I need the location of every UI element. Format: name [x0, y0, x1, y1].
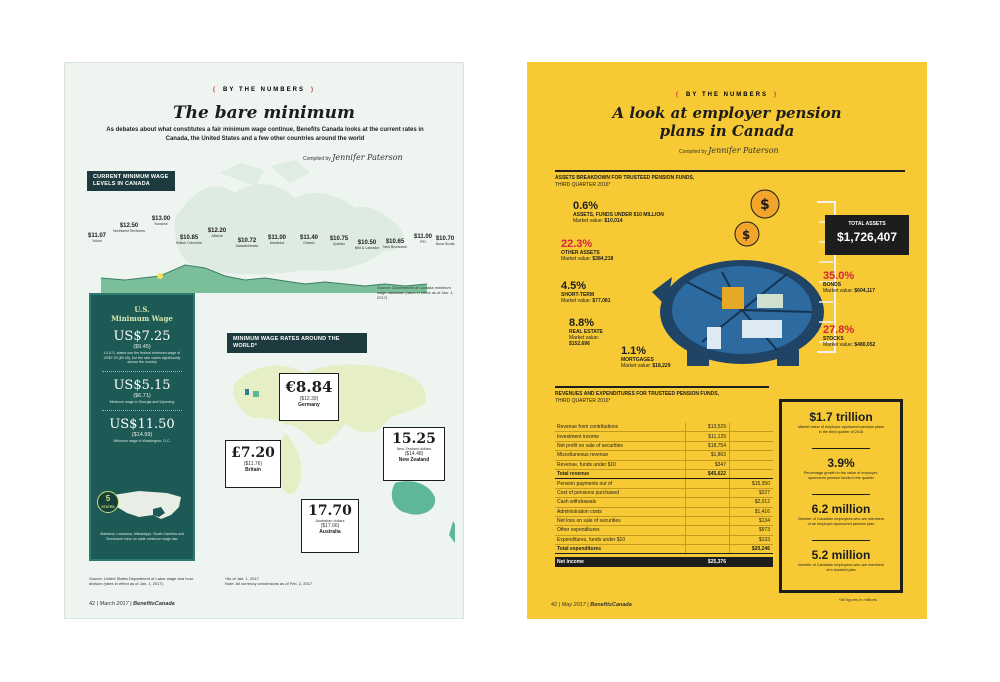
- us-heading: U.S. Minimum Wage: [111, 305, 173, 323]
- svg-text:$: $: [742, 228, 751, 242]
- fact-item: 3.9% Percentage growth in the value of employer-sponsored pension funds in the quarter: [803, 456, 879, 480]
- fact-item: $1.7 trillion Market value of employer-sponsored pension plans in the third quarter of 2016: [797, 410, 885, 434]
- new-zealand-card: 15.25 New Zealand dollars ($14.48) New Zealand: [383, 427, 445, 481]
- canada-wage-point: $10.75 Quebec: [329, 236, 349, 246]
- net-income-row: Net income $25,376: [555, 557, 773, 566]
- facts-panel: [779, 399, 903, 593]
- table-row: Total revenue $45,622: [555, 470, 773, 479]
- svg-text:$: $: [760, 197, 770, 213]
- britain-card: £7.20 ($11.76) Britain: [225, 440, 281, 488]
- table-row: Total expenditures $20,246: [555, 545, 773, 554]
- byline: Compiled by Jennifer Paterson: [679, 146, 779, 155]
- canada-wage-point: $11.07 Yukon: [87, 233, 107, 243]
- states-note: Alabama, Louisiana, Mississippi, South Carolina and Tennessee have no state minimum wage law.: [100, 532, 184, 541]
- us-rate: US$11.50: [109, 417, 175, 433]
- canada-wage-point: $12.20 Alberta: [207, 228, 227, 238]
- canada-wage-point: $11.40 Ontario: [299, 235, 319, 245]
- revenue-table: [555, 423, 773, 567]
- canada-wage-point: $12.50 Northwest Territories: [112, 223, 146, 233]
- byline: Compiled by Jennifer Paterson: [303, 153, 403, 162]
- figures-note: *All figures in millions: [839, 597, 877, 602]
- table-row: Other expenditures $973: [555, 526, 773, 535]
- us-note: 14 U.S. states use the federal minimum wage of US$7.25 ($9.45), but the rate varies significantly across the country: [103, 351, 181, 365]
- piggy-bank-illustration: [647, 182, 837, 367]
- table-row: Net profit on sale of securities $18,754: [555, 442, 773, 451]
- canada-wage-point: $10.85 British Columbia: [176, 235, 202, 245]
- kicker: ( BY THE NUMBERS ): [213, 87, 315, 93]
- right-page: [527, 62, 927, 619]
- canada-wage-point: $10.65 New Brunswick: [383, 239, 407, 249]
- dek: As debates about what constitutes a fair minimum wage continue, Benefits Canada looks at the current rates in Canada, the United States and a few other countries around the world: [106, 127, 424, 142]
- us-cad: ($14.99): [131, 432, 153, 439]
- asset-mortgages: 1.1% MORTGAGES Market value: $18,229: [621, 345, 671, 369]
- table-row: Cash withdrawals $2,012: [555, 498, 773, 507]
- canada-wage-point: $10.50 Nfld & Labrador: [354, 240, 380, 250]
- kicker: ( BY THE NUMBERS ): [676, 92, 778, 98]
- table-row: Investment income $11,129: [555, 432, 773, 441]
- us-item: [91, 417, 193, 445]
- asset-funds-under-10m: 0.6% ASSETS, FUNDS UNDER $10 MILLION Market value: $10,014: [573, 200, 664, 224]
- table-row: Miscellaneous revenue $1,863: [555, 451, 773, 460]
- us-rate: US$5.15: [113, 377, 171, 393]
- asset-stocks: 27.8% STOCKS Market value: $480,052: [823, 324, 876, 348]
- us-cad: ($6.71): [133, 392, 151, 399]
- fact-item: 6.2 million Number of Canadian employees who are members of an employer-sponsored pension plan: [798, 502, 884, 526]
- canada-source: Source: Government of Canada minimum wage database (rates in effect as of Jan. 1, 2017): [377, 285, 454, 300]
- us-map-icon: [109, 485, 189, 525]
- australia-card: 17.70 Australian dollars ($17.66) Australia: [301, 499, 359, 553]
- us-minimum-wage-panel: [89, 293, 195, 561]
- germany-card: €8.84 ($12.39) Germany: [279, 373, 339, 421]
- page-title: A look at employer pension plans in Canada: [612, 104, 842, 140]
- canada-wage-point: $13.00 Nunavut: [151, 216, 171, 226]
- asset-bonds: 35.0% BONDS Market value: $604,117: [823, 270, 875, 294]
- asset-short-term: 4.5% SHORT-TERM Market value: $77,081: [561, 280, 611, 304]
- folio: 42 | May 2017 | BenefitsCanada: [551, 602, 632, 608]
- assets-heading: ASSETS BREAKDOWN FOR TRUSTEED PENSION FUNDS, THIRD QUARTER 2016*: [555, 170, 905, 188]
- us-item: [91, 378, 193, 406]
- page-title: The bare minimum: [173, 103, 355, 123]
- table-row: Revenue, funds under $10 $347: [555, 461, 773, 470]
- us-rate: US$7.25: [113, 329, 171, 344]
- table-row: Pension payments out of $15,350: [555, 479, 773, 488]
- canada-wage-point: $11.00 PEI: [413, 234, 433, 244]
- table-row: Administration costs $1,416: [555, 508, 773, 517]
- footnote: *As of Jan. 1, 2017 Note: All currency conversions as of Feb. 2, 2017: [225, 576, 313, 586]
- canada-banner: CURRENT MINIMUM WAGE LEVELS IN CANADA: [87, 171, 175, 191]
- fact-item: 5.2 million Number of Canadian employees who are members of a trusteed plan: [798, 548, 884, 572]
- canada-wage-point: $10.72 Saskatchewan: [235, 238, 259, 248]
- us-note: Minimum wage in Georgia and Wyoming: [109, 399, 175, 404]
- table-row: Cost of pensions purchased $227: [555, 489, 773, 498]
- world-banner: MINIMUM WAGE RATES AROUND THE WORLD*: [227, 333, 367, 353]
- canada-wage-point: $11.00 Manitoba: [267, 235, 287, 245]
- table-row: Revenue from contributions $13,529: [555, 423, 773, 432]
- total-assets-box: TOTAL ASSETS $1,726,407: [825, 215, 909, 255]
- canada-wage-point: $10.70 Nova Scotia: [435, 236, 455, 246]
- asset-real-estate: 8.8% REAL ESTATE Market value: $152,696: [569, 317, 603, 347]
- asset-other: 22.3% OTHER ASSETS Market value: $384,218: [561, 238, 614, 262]
- table-row: Net loss on sale of securities $134: [555, 517, 773, 526]
- revenue-heading: REVENUES AND EXPENDITURES FOR TRUSTEED PENSION FUNDS, THIRD QUARTER 2016*: [555, 386, 769, 404]
- states-badge: 5 STATES: [97, 491, 119, 513]
- us-note: Minimum wage in Washington, D.C.: [113, 439, 171, 444]
- left-page: [64, 62, 464, 619]
- table-row: Expenditures, funds under $10 $133: [555, 536, 773, 545]
- us-cad: ($9.45): [133, 344, 151, 350]
- folio: 42 | March 2017 | BenefitsCanada: [89, 601, 175, 607]
- us-item: [91, 329, 193, 366]
- us-source: Source: United States Department of Labor wage and hour division (rates in effect as of Jan. 1, 2017): [89, 576, 194, 586]
